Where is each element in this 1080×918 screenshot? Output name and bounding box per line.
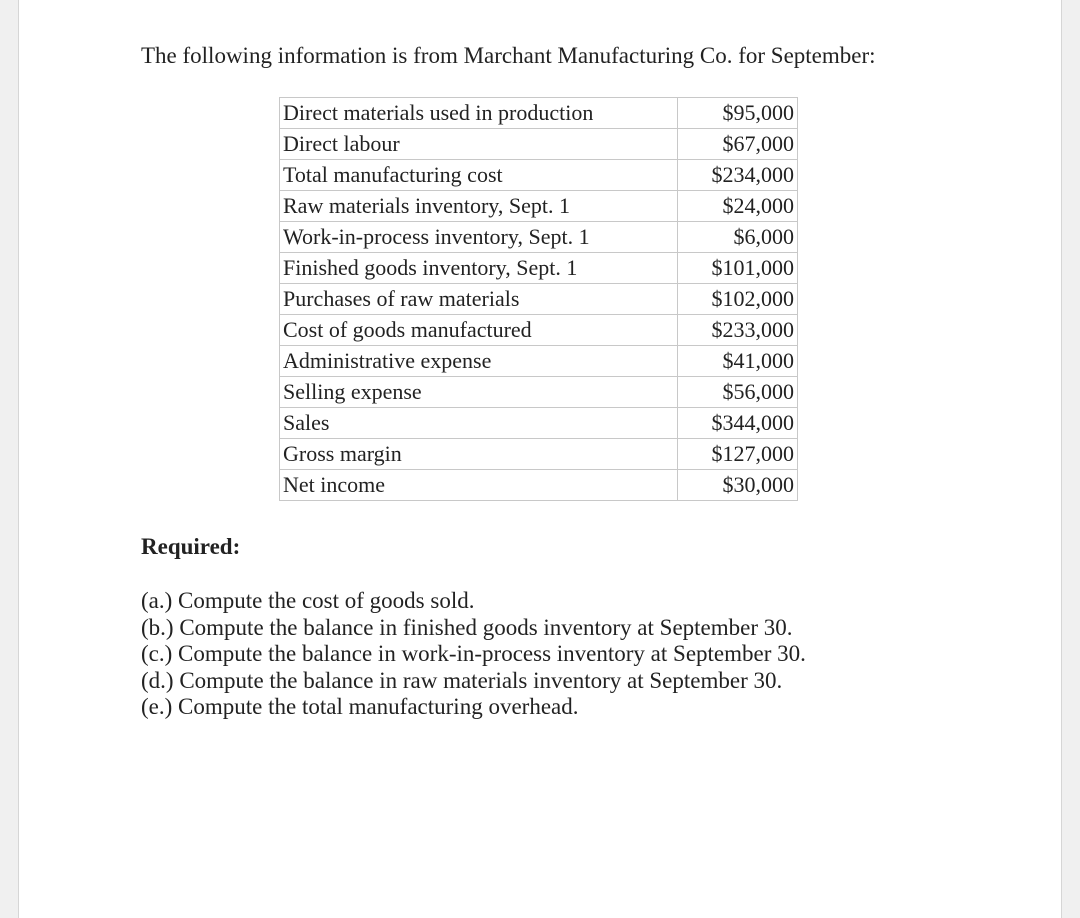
- row-value: $95,000: [678, 98, 798, 129]
- table-row: [280, 284, 798, 315]
- row-label: Raw materials inventory, Sept. 1: [280, 191, 678, 222]
- question-item: (d.) Compute the balance in raw materials inventory at September 30.: [141, 667, 783, 693]
- row-value: $127,000: [678, 439, 798, 470]
- row-value: $102,000: [678, 284, 798, 315]
- table-row: [280, 253, 798, 284]
- row-label: Sales: [280, 408, 678, 439]
- table-row: [280, 377, 798, 408]
- intro-text: The following information is from Marchant Manufacturing Co. for September:: [141, 43, 876, 68]
- row-label: Direct materials used in production: [280, 98, 678, 129]
- financial-data-table: [279, 97, 798, 501]
- document-page: [18, 0, 1062, 918]
- required-heading: Required:: [141, 534, 241, 559]
- row-value: $6,000: [678, 222, 798, 253]
- row-value: $233,000: [678, 315, 798, 346]
- row-label: Gross margin: [280, 439, 678, 470]
- row-label: Cost of goods manufactured: [280, 315, 678, 346]
- row-value: $24,000: [678, 191, 798, 222]
- question-item: (a.) Compute the cost of goods sold.: [141, 588, 475, 613]
- row-label: Net income: [280, 470, 678, 501]
- row-label: Direct labour: [280, 129, 678, 160]
- row-value: $30,000: [678, 470, 798, 501]
- row-label: Total manufacturing cost: [280, 160, 678, 191]
- table-row: [280, 222, 798, 253]
- table-row: [280, 346, 798, 377]
- table-row: [280, 129, 798, 160]
- table-row: [280, 191, 798, 222]
- table-row: [280, 470, 798, 501]
- row-value: $56,000: [678, 377, 798, 408]
- row-value: $234,000: [678, 160, 798, 191]
- table-row: [280, 439, 798, 470]
- row-label: Administrative expense: [280, 346, 678, 377]
- row-label: Selling expense: [280, 377, 678, 408]
- row-value: $67,000: [678, 129, 798, 160]
- table-row: [280, 98, 798, 129]
- question-item: (c.) Compute the balance in work-in-process inventory at September 30.: [141, 641, 806, 666]
- table-row: [280, 160, 798, 191]
- row-label: Work-in-process inventory, Sept. 1: [280, 222, 678, 253]
- row-value: $344,000: [678, 408, 798, 439]
- table-row: [280, 315, 798, 346]
- question-list: [141, 588, 806, 721]
- row-label: Purchases of raw materials: [280, 284, 678, 315]
- question-item: (b.) Compute the balance in finished goods inventory at September 30.: [141, 614, 793, 640]
- row-value: $101,000: [678, 253, 798, 284]
- question-item: (e.) Compute the total manufacturing overhead.: [141, 694, 579, 719]
- row-value: $41,000: [678, 346, 798, 377]
- row-label: Finished goods inventory, Sept. 1: [280, 253, 678, 284]
- table-row: [280, 408, 798, 439]
